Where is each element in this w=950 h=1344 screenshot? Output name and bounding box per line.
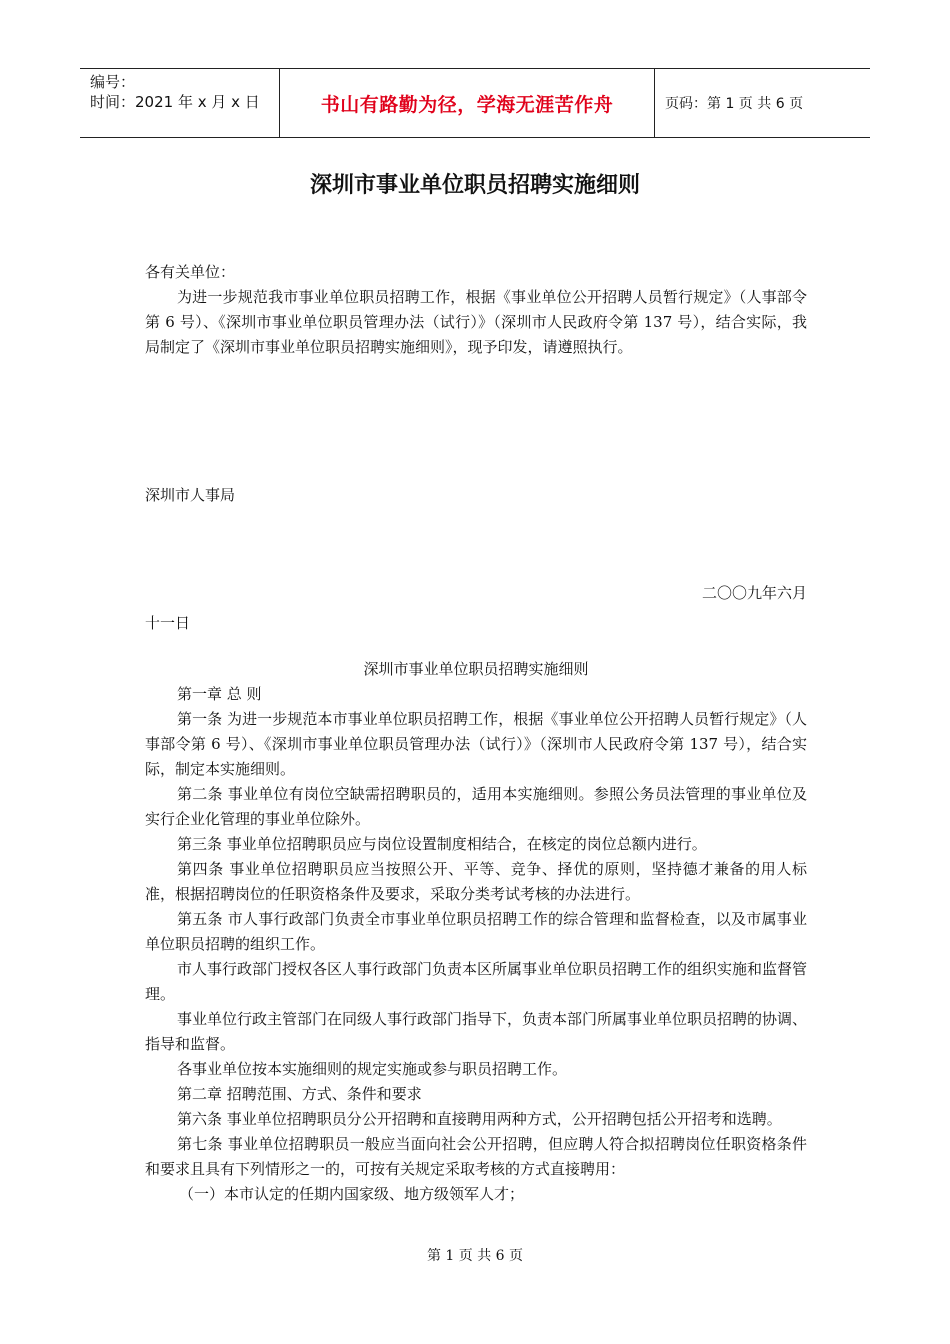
article-7: 第七条 事业单位招聘职员一般应当面向社会公开招聘，但应聘人符合拟招聘岗位任职资格条件和要求且具有下列情形之一的，可按有关规定采取考核的方式直接聘用： bbox=[145, 1135, 807, 1178]
chapter-1-heading: 第一章 总 则 bbox=[177, 685, 262, 703]
article-4: 第四条 事业单位招聘职员应当按照公开、平等、竞争、择优的原则，坚持德才兼备的用人标准，根据招聘岗位的任职资格条件及要求，采取分类考试考核的办法进行。 bbox=[145, 860, 807, 903]
issuer: 深圳市人事局 bbox=[145, 486, 236, 504]
date-line-1: 二〇〇九年六月 bbox=[701, 584, 807, 602]
header-page-info: 页码：第 1 页 共 6 页 bbox=[665, 96, 804, 112]
document-title: 深圳市事业单位职员招聘实施细则 bbox=[309, 173, 640, 198]
article-5-paragraph-4: 各事业单位按本实施细则的规定实施或参与职员招聘工作。 bbox=[177, 1060, 568, 1078]
regulation-subtitle: 深圳市事业单位职员招聘实施细则 bbox=[363, 660, 589, 678]
date-section bbox=[145, 581, 807, 636]
article-7-item-1: （一）本市认定的任期内国家级、地方级领军人才； bbox=[179, 1185, 525, 1203]
issuer-section bbox=[145, 483, 807, 508]
intro-paragraph: 为进一步规范我市事业单位职员招聘工作，根据《事业单位公开招聘人员暂行规定》（人事部令第 6 号）、《深圳市事业单位职员管理办法（试行）》（深圳市人民政府令第 137 号），结合实际，我局制定了《深圳市事业单位职员招聘实施细则》，现予印发，请遵照执行。 bbox=[145, 288, 807, 356]
article-3: 第三条 事业单位招聘职员应与岗位设置制度相结合，在核定的岗位总额内进行。 bbox=[177, 835, 707, 853]
page-footer: 第 1 页 共 6 页 bbox=[426, 1248, 524, 1264]
header-meta bbox=[80, 69, 280, 137]
article-1: 第一条 为进一步规范本市事业单位职员招聘工作，根据《事业单位公开招聘人员暂行规定》（人事部令第 6 号）、《深圳市事业单位职员管理办法（试行）》（深圳市人民政府令第 137 号），结合实际，制定本实施细则。 bbox=[145, 710, 807, 778]
article-6: 第六条 事业单位招聘职员分公开招聘和直接聘用两种方式，公开招聘包括公开招考和选聘。 bbox=[177, 1110, 782, 1128]
article-5-paragraph-2: 市人事行政部门授权各区人事行政部门负责本区所属事业单位职员招聘工作的组织实施和监督管理。 bbox=[145, 960, 808, 1003]
article-2: 第二条 事业单位有岗位空缺需招聘职员的，适用本实施细则。参照公务员法管理的事业单位及实行企业化管理的事业单位除外。 bbox=[145, 785, 807, 828]
regulation-body bbox=[145, 657, 807, 1207]
chapter-2-heading: 第二章 招聘范围、方式、条件和要求 bbox=[177, 1085, 422, 1103]
notice-section bbox=[145, 260, 807, 360]
time-label: 时间：2021 年 x 月 x 日 bbox=[90, 93, 260, 111]
header-motto: 书山有路勤为径，学海无涯苦作舟 bbox=[280, 69, 655, 137]
header-table bbox=[80, 68, 870, 138]
article-5: 第五条 市人事行政部门负责全市事业单位职员招聘工作的综合管理和监督检查，以及市属事业单位职员招聘的组织工作。 bbox=[145, 910, 807, 953]
number-label: 编号： bbox=[90, 73, 136, 91]
date-line-2: 十一日 bbox=[145, 614, 191, 632]
salutation: 各有关单位： bbox=[145, 263, 236, 281]
article-5-paragraph-3: 事业单位行政主管部门在同级人事行政部门指导下，负责本部门所属事业单位职员招聘的协调、指导和监督。 bbox=[145, 1010, 808, 1053]
